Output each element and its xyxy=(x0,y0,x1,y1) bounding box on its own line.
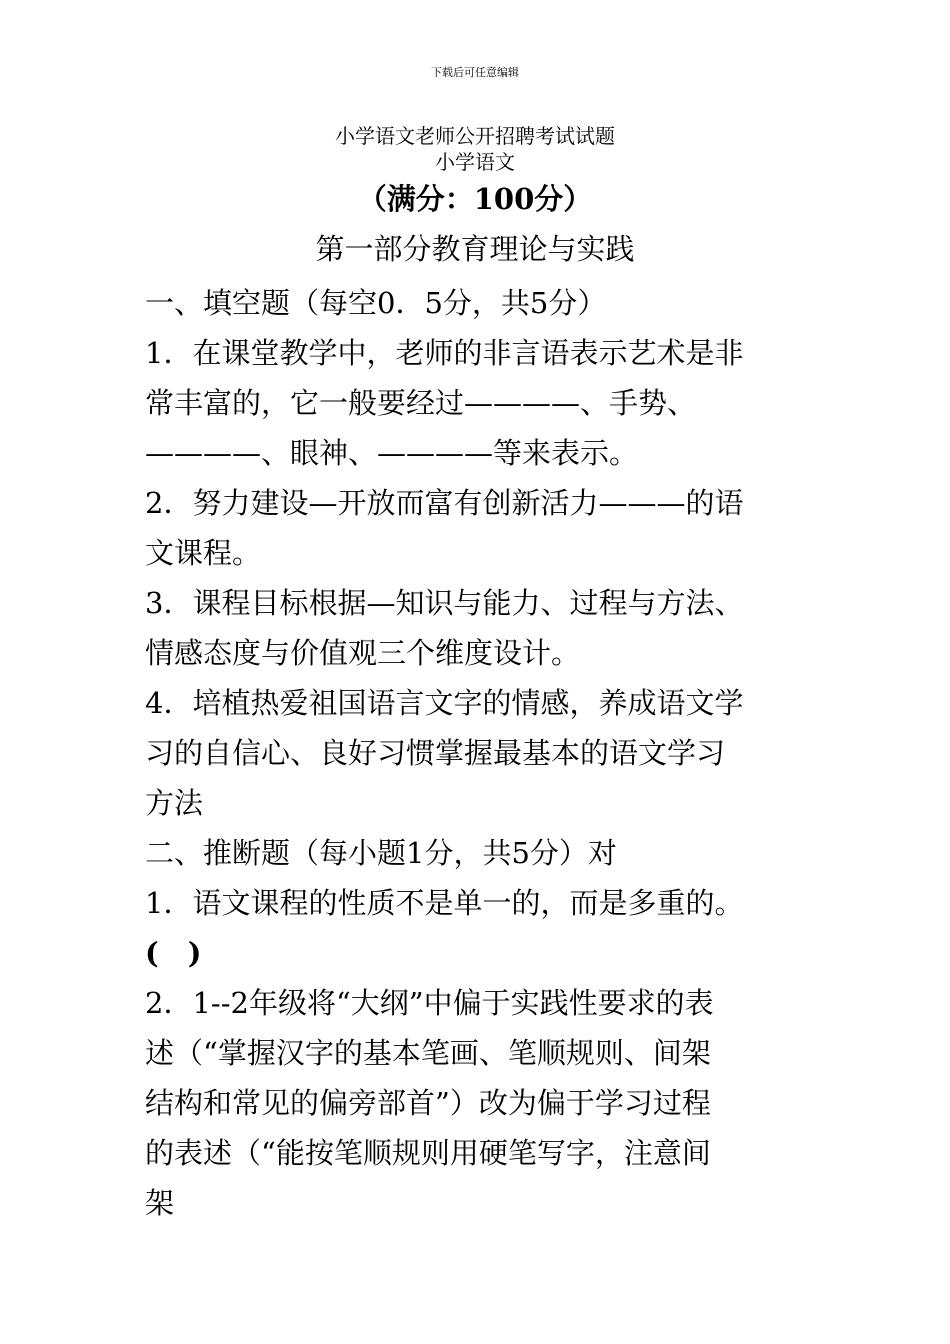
section-heading-fill-blank: 一、填空题（每空0．5分，共5分） xyxy=(145,286,607,320)
question-line: 述（“掌握汉字的基本笔画、笔顺规则、间架 xyxy=(145,1036,711,1070)
question-line: 的表述（“能按笔顺规则用硬笔写字，注意间 xyxy=(145,1136,711,1170)
question-line: 1．语文课程的性质不是单一的，而是多重的。 xyxy=(145,886,744,920)
question-line: 习的自信心、良好习惯掌握最基本的语文学习 xyxy=(145,736,726,770)
page-title: 小学语文老师公开招聘考试试题 xyxy=(335,124,615,148)
question-line: 架 xyxy=(145,1186,175,1220)
section-heading-judgment: 二、推断题（每小题1分，共5分）对 xyxy=(145,836,617,870)
question-line: 结构和常见的偏旁部首”）改为偏于学习过程 xyxy=(145,1086,711,1120)
question-line: 2．努力建设—开放而富有创新活力———的语 xyxy=(145,486,744,520)
part-title: 第一部分教育理论与实践 xyxy=(315,232,635,266)
question-line: 4．培植热爱祖国语言文字的情感，养成语文学 xyxy=(145,686,744,720)
question-line: ————、眼神、————等来表示。 xyxy=(145,436,639,470)
page-subtitle: 小学语文 xyxy=(435,150,515,174)
question-line: 2．1--2年级将“大纲”中偏于实践性要求的表 xyxy=(145,986,714,1020)
question-line: 3．课程目标根据—知识与能力、过程与方法、 xyxy=(145,586,744,620)
document-body xyxy=(145,278,810,1228)
question-line: 情感态度与价值观三个维度设计。 xyxy=(145,636,581,670)
full-score: （满分：100分） xyxy=(357,182,593,216)
question-line: 方法 xyxy=(145,786,204,820)
question-line: 文课程。 xyxy=(145,536,262,570)
question-line: 1．在课堂教学中，老师的非言语表示艺术是非 xyxy=(145,336,744,370)
question-line: 常丰富的，它一般要经过————、手势、 xyxy=(145,386,697,420)
header-note: 下载后可任意编辑 xyxy=(431,66,519,79)
answer-bracket: ( ) xyxy=(145,936,202,970)
